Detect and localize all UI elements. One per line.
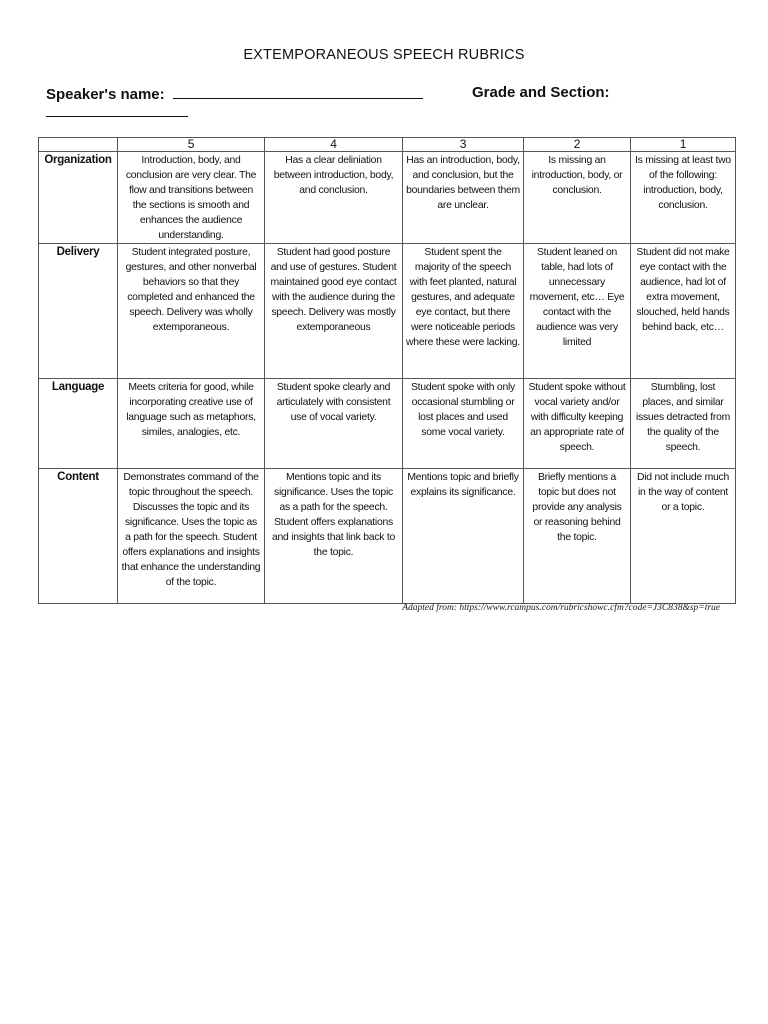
- rubric-row-organization: [39, 152, 736, 244]
- rubric-cell: Meets criteria for good, while incorporating creative use of language such as metaphors, similes, analogies, etc.: [118, 379, 265, 469]
- criterion-label: Organization: [39, 152, 118, 244]
- rubric-cell: Mentions topic and briefly explains its significance.: [403, 469, 524, 604]
- rubric-cell: Mentions topic and its significance. Uses the topic as a path for the speech. Student offers explanations and insights that link back to the topic.: [265, 469, 403, 604]
- rubric-cell: Student did not make eye contact with the audience, had lot of extra movement, slouched, held hands behind back, etc…: [631, 244, 736, 379]
- rubric-cell: Briefly mentions a topic but does not provide any analysis or reasoning behind the topic.: [524, 469, 631, 604]
- rubric-table: [38, 137, 736, 604]
- rubric-cell: Student leaned on table, had lots of unnecessary movement, etc… Eye contact with the audience was very limited: [524, 244, 631, 379]
- source-attribution: Adapted from: https://www.rcampus.com/rubricshowc.cfm?code=J3C838&sp=true: [402, 603, 720, 613]
- grade-section-label: Grade and Section:: [472, 84, 610, 101]
- speaker-name-field: [46, 84, 423, 103]
- rubric-cell: Student integrated posture, gestures, and other nonverbal behaviors so that they completed and enhanced the speech. Delivery was wholly extemporaneous.: [118, 244, 265, 379]
- page-title: EXTEMPORANEOUS SPEECH RUBRICS: [243, 47, 525, 63]
- rubric-row-language: [39, 379, 736, 469]
- rubric-cell: Has an introduction, body, and conclusion, but the boundaries between them are unclear.: [403, 152, 524, 244]
- rubric-cell: Student spoke with only occasional stumbling or lost places and used some vocal variety.: [403, 379, 524, 469]
- criterion-label: Language: [39, 379, 118, 469]
- rubric-cell: Introduction, body, and conclusion are very clear. The flow and transitions between the sections is smooth and enhances the audience understanding.: [118, 152, 265, 244]
- score-header: 4: [265, 138, 403, 152]
- score-header: 5: [118, 138, 265, 152]
- rubric-cell: Is missing an introduction, body, or conclusion.: [524, 152, 631, 244]
- corner-cell: [39, 138, 118, 152]
- grade-section-blank: [46, 116, 188, 117]
- rubric-row-content: [39, 469, 736, 604]
- rubric-row-delivery: [39, 244, 736, 379]
- score-header: 2: [524, 138, 631, 152]
- criterion-label: Content: [39, 469, 118, 604]
- rubric-cell: Student spoke clearly and articulately with consistent use of vocal variety.: [265, 379, 403, 469]
- score-header: 1: [631, 138, 736, 152]
- rubric-cell: Student spoke without vocal variety and/or with difficulty keeping an appropriate rate of speech.: [524, 379, 631, 469]
- rubric-cell: Has a clear deliniation between introduction, body, and conclusion.: [265, 152, 403, 244]
- criterion-label: Delivery: [39, 244, 118, 379]
- rubric-cell: Did not include much in the way of content or a topic.: [631, 469, 736, 604]
- header-row: [39, 138, 736, 152]
- speaker-name-blank: [173, 84, 423, 99]
- rubric-cell: Student spent the majority of the speech with feet planted, natural gestures, and adequate eye contact, but there were noticeable periods where these were lacking.: [403, 244, 524, 379]
- rubric-cell: Student had good posture and use of gestures. Student maintained good eye contact with the audience during the speech. Delivery was mostly extemporaneous: [265, 244, 403, 379]
- grade-section-field: [472, 84, 610, 101]
- rubric-cell: Demonstrates command of the topic throughout the speech. Discusses the topic and its significance. Uses the topic as a path for the speech. Student offers explanations and insights that enhance the understanding of the topic.: [118, 469, 265, 604]
- score-header: 3: [403, 138, 524, 152]
- rubric-cell: Stumbling, lost places, and similar issues detracted from the quality of the speech.: [631, 379, 736, 469]
- rubric-cell: Is missing at least two of the following: introduction, body, conclusion.: [631, 152, 736, 244]
- speaker-name-label: Speaker's name:: [46, 86, 165, 103]
